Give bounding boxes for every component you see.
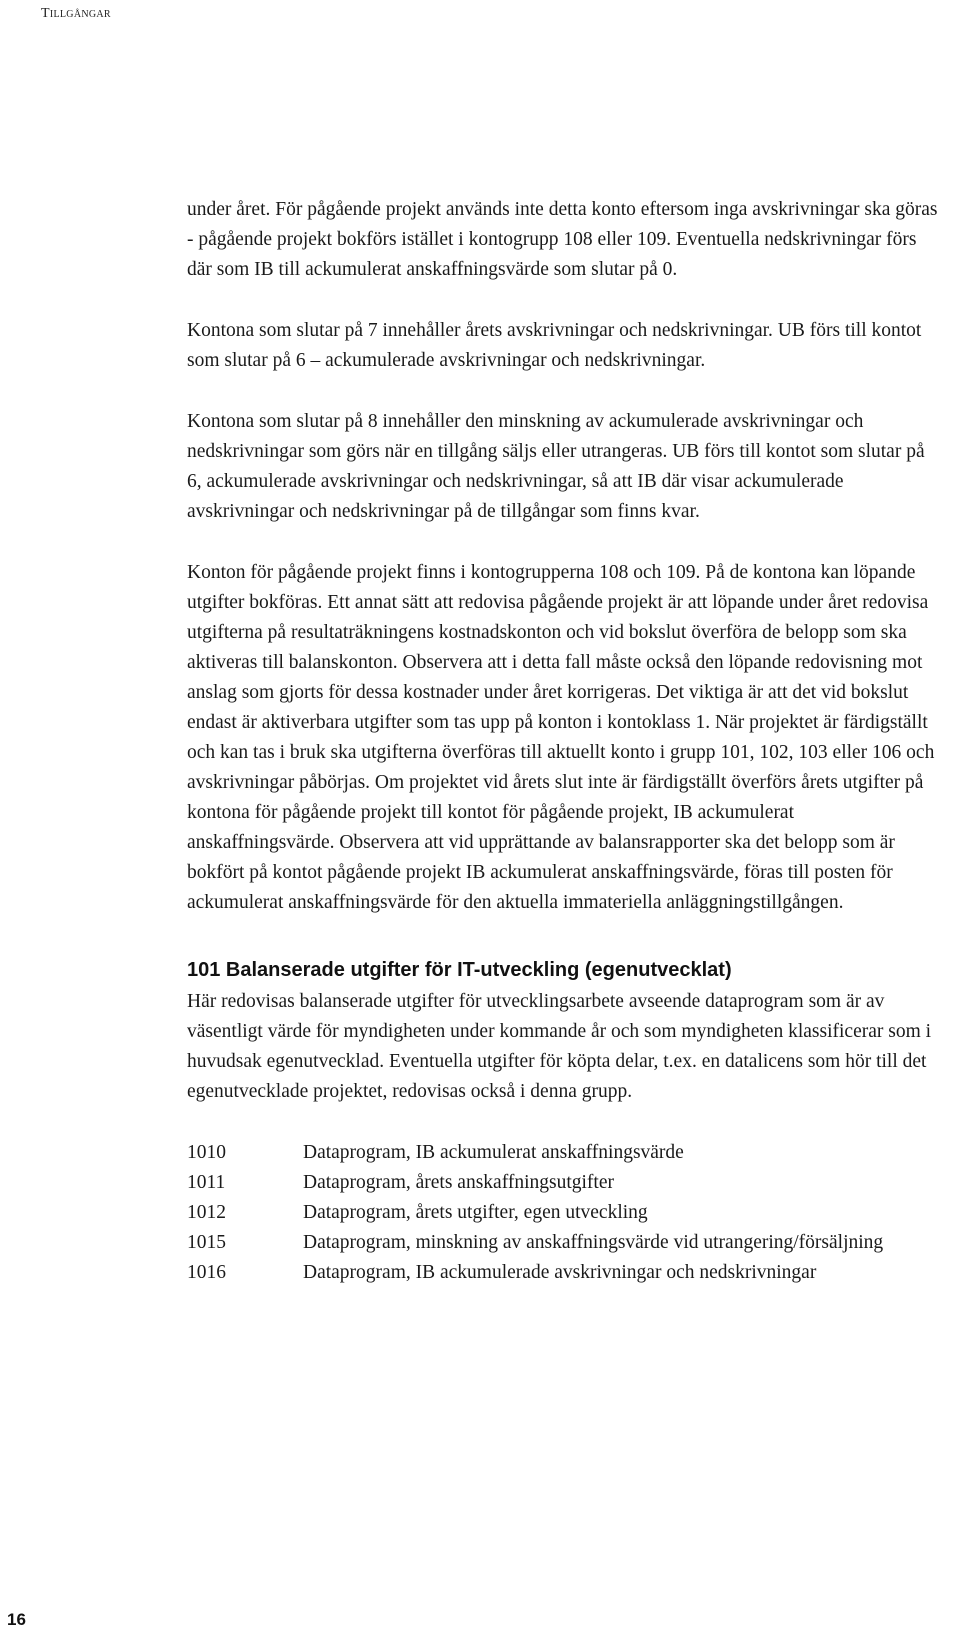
account-description: Dataprogram, IB ackumulerade avskrivningar och nedskrivningar [303,1262,817,1283]
table-row [187,1258,923,1288]
account-code: 1011 [187,1172,226,1193]
table-row [187,1198,923,1228]
account-table [187,1138,923,1288]
paragraph-depreciation-intro: under året. För pågående projekt används inte detta konto eftersom inga avskrivningar ska göras - pågående projekt bokförs istället i kontogrupp 108 eller 109. Eventuella nedskrivningar förs där som IB till ackumulerat anskaffningsvärde som slutar på 0. [187,199,938,280]
account-description: Dataprogram, årets utgifter, egen utveckling [303,1202,648,1223]
table-row [187,1168,923,1198]
page-body [187,195,939,1288]
running-header: Tillgångar [41,6,111,21]
account-code: 1015 [187,1232,226,1253]
paragraph-ongoing-projects: Konton för pågående projekt finns i kontogrupperna 108 och 109. På de kontona kan löpande utgifter bokföras. Ett annat sätt att redovisa pågående projekt är att löpande under året redovisa utgifterna på resultaträkningens kostnadskonton och vid bokslut överföra de belopp som ska aktiveras till balanskonton. Observera att i detta fall måste också den löpande redovisning mot anslag som gjorts för dessa kostnader under året korrigeras. Det viktiga är att det vid bokslut endast är aktiverbara utgifter som tas upp på konton i kontoklass 1. När projektet är färdigställt och kan tas i bruk ska utgifterna överföras till aktuellt konto i grupp 101, 102, 103 eller 106 och avskrivningar påbörjas. Om projektet vid årets slut inte är färdigställt överförs årets utgifter på kontona för pågående projekt till kontot för pågående projekt, IB ackumulerat anskaffningsvärde. Observera att vid upprättande av balansrapporter ska det belopp som är bokfört på kontot pågående projekt IB ackumulerat anskaffningsvärde, föras till posten för ackumulerat anskaffningsvärde för den aktuella immateriella anläggningstillgången. [187,562,935,913]
section-heading: 101 Balanserade utgifter för IT-utveckling (egenutvecklat) [187,959,732,981]
account-description: Dataprogram, IB ackumulerat anskaffningsvärde [303,1142,684,1163]
account-code: 1012 [187,1202,226,1223]
table-row [187,1138,923,1168]
account-description: Dataprogram, årets anskaffningsutgifter [303,1172,614,1193]
section-intro: Här redovisas balanserade utgifter för utvecklingsarbete avseende dataprogram som är av väsentligt värde för myndigheten under kommande år och som myndigheten klassificerar som i huvudsak egenutvecklad. Eventuella utgifter för köpta delar, t.ex. en datalicens som hör till det egenutvecklade projektet, redovisas också i denna grupp. [187,991,932,1102]
paragraph-accounts-ending-7: Kontona som slutar på 7 innehåller årets avskrivningar och nedskrivningar. UB förs till kontot som slutar på 6 – ackumulerade avskrivningar och nedskrivningar. [187,320,922,371]
table-row [187,1228,923,1258]
account-code: 1010 [187,1142,226,1163]
account-description: Dataprogram, minskning av anskaffningsvärde vid utrangering/försäljning [303,1232,884,1253]
paragraph-accounts-ending-8: Kontona som slutar på 8 innehåller den minskning av ackumulerade avskrivningar och nedskrivningar som görs när en tillgång säljs eller utrangeras. UB förs till kontot som slutar på 6, ackumulerade avskrivningar och nedskrivningar, så att IB där visar ackumulerade avskrivningar och nedskrivningar på de tillgångar som finns kvar. [187,411,925,522]
page-number: 16 [7,1610,26,1629]
account-code: 1016 [187,1262,226,1283]
